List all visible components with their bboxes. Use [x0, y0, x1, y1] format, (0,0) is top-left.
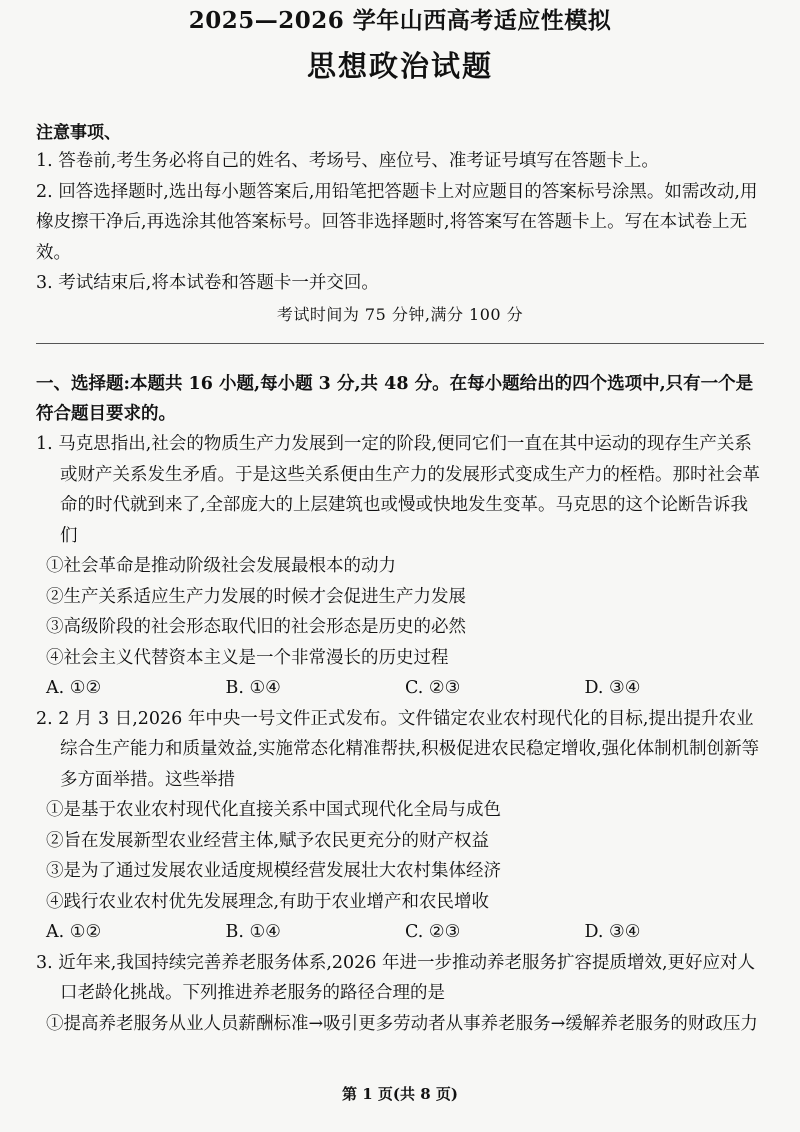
section-divider — [36, 343, 764, 344]
section-heading: 一、选择题:本题共 16 小题,每小题 3 分,共 48 分。在每小题给出的四个选项中,只有一个是符合题目要求的。 — [36, 374, 754, 424]
question-option: ①社会革命是推动阶级社会发展最根本的动力 — [46, 556, 396, 576]
exam-title-line1: 2025—2026 学年山西高考适应性模拟 — [188, 7, 612, 34]
choice-a: A. ①② — [46, 678, 102, 698]
notice-item: 3. 考试结束后,将本试卷和答题卡一并交回。 — [36, 273, 379, 293]
question-option: ④社会主义代替资本主义是一个非常漫长的历史过程 — [46, 647, 449, 668]
question-3 — [36, 948, 764, 1040]
question-1 — [36, 429, 764, 704]
question-option: ②旨在发展新型农业经营主体,赋予农民更充分的财产权益 — [46, 830, 490, 851]
choice-c: C. ②③ — [405, 678, 461, 698]
question-stem: 2. 2 月 3 日,2026 年中央一号文件正式发布。文件锚定农业农村现代化的目标,提出提升农业综合生产能力和质量效益,实施常态化精准帮扶,积极促进农民稳定增收,强化体制机制创新等多方面举措。这些举措 — [36, 708, 760, 790]
choice-c: C. ②③ — [405, 922, 461, 942]
question-option: ①是基于农业农村现代化直接关系中国式现代化全局与成色 — [46, 800, 501, 820]
answer-choices — [36, 673, 764, 704]
question-stem: 1. 马克思指出,社会的物质生产力发展到一定的阶段,便同它们一直在其中运动的现存生产关系或财产关系发生矛盾。于是这些关系便由生产力的发展形式变成生产力的桎梏。那时社会革命的时代就到来了,全部庞大的上层建筑也或慢或快地发生变革。马克思的这个论断告诉我们 — [36, 434, 760, 546]
choice-b: B. ①④ — [225, 678, 281, 698]
question-option: ③高级阶段的社会形态取代旧的社会形态是历史的必然 — [46, 617, 466, 637]
notice-item: 2. 回答选择题时,选出每小题答案后,用铅笔把答题卡上对应题目的答案标号涂黑。如需改动,用橡皮擦干净后,再选涂其他答案标号。回答非选择题时,将答案写在答题卡上。写在本试卷上无效。 — [36, 181, 758, 263]
question-stem: 3. 近年来,我国持续完善养老服务体系,2026 年进一步推动养老服务扩容提质增效,更好应对人口老龄化挑战。下列推进养老服务的路径合理的是 — [36, 952, 756, 1003]
notice-list — [36, 146, 764, 299]
answer-choices — [36, 917, 764, 948]
question-option: ③是为了通过发展农业适度规模经营发展壮大农村集体经济 — [46, 861, 501, 881]
page-footer: 第 1 页(共 8 页) — [342, 1085, 458, 1103]
choice-a: A. ①② — [46, 922, 102, 942]
choice-d: D. ③④ — [584, 922, 641, 942]
question-2 — [36, 704, 764, 948]
choice-d: D. ③④ — [584, 678, 641, 698]
exam-title-subject: 思想政治试题 — [306, 49, 493, 83]
choice-b: B. ①④ — [225, 922, 281, 942]
question-option: ①提高养老服务从业人员薪酬标准→吸引更多劳动者从事养老服务→缓解养老服务的财政压力 — [46, 1013, 758, 1034]
question-option: ②生产关系适应生产力发展的时候才会促进生产力发展 — [46, 586, 466, 607]
question-list — [36, 429, 764, 1039]
exam-time-note: 考试时间为 75 分钟,满分 100 分 — [276, 305, 524, 324]
notice-heading: 注意事项、 — [36, 123, 121, 143]
notice-item: 1. 答卷前,考生务必将自己的姓名、考场号、座位号、准考证号填写在答题卡上。 — [36, 151, 659, 171]
question-option: ④践行农业农村优先发展理念,有助于农业增产和农民增收 — [46, 891, 490, 912]
